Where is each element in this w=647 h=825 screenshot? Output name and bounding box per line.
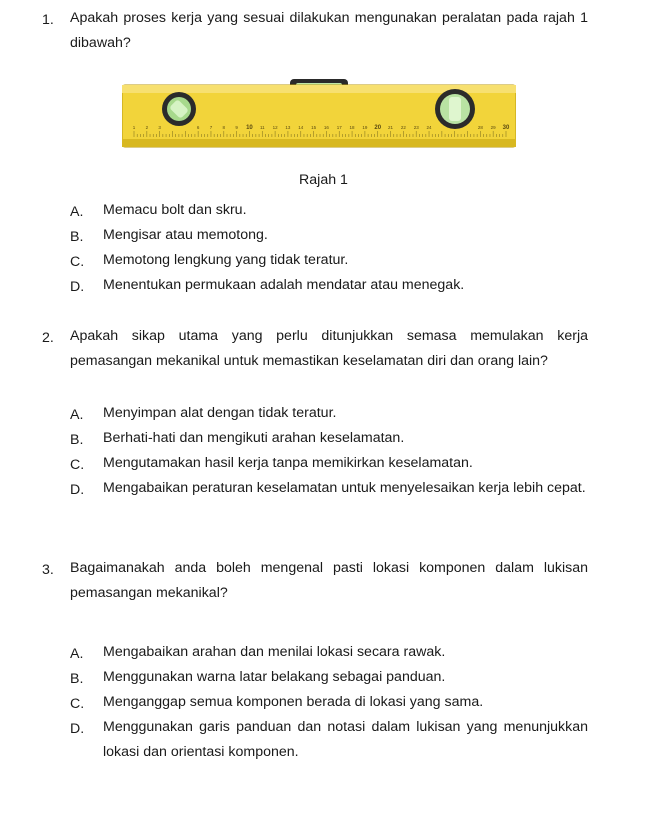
ruler-label: 17 bbox=[336, 125, 342, 130]
ruler-label: 7 bbox=[209, 125, 213, 130]
option-text: Berhati-hati dan mengikuti arahan keselamatan. bbox=[103, 430, 405, 446]
ruler-label: 13 bbox=[285, 125, 291, 130]
ruler-label: 21 bbox=[388, 125, 394, 130]
option-text: Menggunakan garis panduan dan notasi dalam lukisan yang menunjukkan lokasi dan orientasi komponen. bbox=[103, 719, 588, 760]
ruler-label: 23 bbox=[413, 125, 419, 130]
ruler-label: 1 bbox=[132, 125, 136, 130]
option-letter: D. bbox=[70, 482, 85, 498]
ruler-label: 10 bbox=[246, 125, 253, 131]
ruler-label: 18 bbox=[349, 125, 355, 130]
ruler-label: 2 bbox=[145, 125, 149, 130]
ruler-label: 3 bbox=[158, 125, 161, 130]
ruler-label: 9 bbox=[235, 125, 238, 130]
ruler-label: 19 bbox=[362, 125, 368, 130]
ruler-label: 16 bbox=[323, 125, 329, 130]
option-text: Mengabaikan arahan dan menilai lokasi secara rawak. bbox=[103, 644, 446, 660]
option-letter: C. bbox=[70, 457, 85, 473]
ruler-label: 11 bbox=[259, 125, 265, 130]
option-text: Mengisar atau memotong. bbox=[103, 227, 268, 243]
option-text: Menganggap semua komponen berada di lokasi yang sama. bbox=[103, 694, 484, 710]
ruler-label: 28 bbox=[477, 125, 483, 130]
option-letter: A. bbox=[70, 204, 84, 220]
ruler-label: 14 bbox=[298, 125, 304, 130]
ruler-label: 29 bbox=[490, 125, 496, 130]
ruler-label: 8 bbox=[222, 125, 226, 130]
option-text: Mengabaikan peraturan keselamatan untuk menyelesaikan kerja lebih cepat. bbox=[103, 480, 586, 496]
option-letter: C. bbox=[70, 696, 85, 712]
option-letter: A. bbox=[70, 646, 84, 662]
option-letter: B. bbox=[70, 229, 84, 245]
option-letter: B. bbox=[70, 671, 84, 687]
option-text: Menggunakan warna latar belakang sebagai panduan. bbox=[103, 669, 446, 685]
question-number: 3. bbox=[42, 562, 54, 578]
ruler-label: 22 bbox=[400, 125, 406, 130]
option-text: Menyimpan alat dengan tidak teratur. bbox=[103, 405, 337, 421]
ruler-label: 20 bbox=[374, 125, 382, 131]
figure-caption: Rajah 1 bbox=[299, 172, 348, 188]
option-letter: D. bbox=[70, 721, 85, 737]
ruler-label: 15 bbox=[311, 125, 317, 130]
option-text: Menentukan permukaan adalah mendatar atau menegak. bbox=[103, 277, 465, 293]
option-letter: B. bbox=[70, 432, 84, 448]
question-text: Apakah sikap utama yang perlu ditunjukkan semasa memulakan kerja pemasangan mekanikal untuk memastikan keselamatan diri dan orang lain? bbox=[70, 328, 588, 369]
ruler-label: 24 bbox=[426, 125, 432, 130]
question-text: Apakah proses kerja yang sesuai dilakukan mengunakan peralatan pada rajah 1 dibawah? bbox=[70, 10, 588, 51]
option-letter: D. bbox=[70, 279, 85, 295]
ruler-label: 6 bbox=[196, 125, 200, 130]
option-text: Memacu bolt dan skru. bbox=[103, 202, 247, 218]
option-text: Mengutamakan hasil kerja tanpa memikirkan keselamatan. bbox=[103, 455, 473, 471]
ruler-label: 30 bbox=[502, 125, 510, 131]
option-letter: A. bbox=[70, 407, 84, 423]
question-text: Bagaimanakah anda boleh mengenal pasti lokasi komponen dalam lukisan pemasangan mekanikal? bbox=[70, 560, 588, 601]
ruler-label: 12 bbox=[272, 125, 278, 130]
option-text: Memotong lengkung yang tidak teratur. bbox=[103, 252, 349, 268]
question-number: 1. bbox=[42, 12, 54, 28]
spirit-level-figure bbox=[122, 79, 516, 151]
question-number: 2. bbox=[42, 330, 54, 346]
option-letter: C. bbox=[70, 254, 85, 270]
spirit-level-icon bbox=[122, 79, 516, 151]
